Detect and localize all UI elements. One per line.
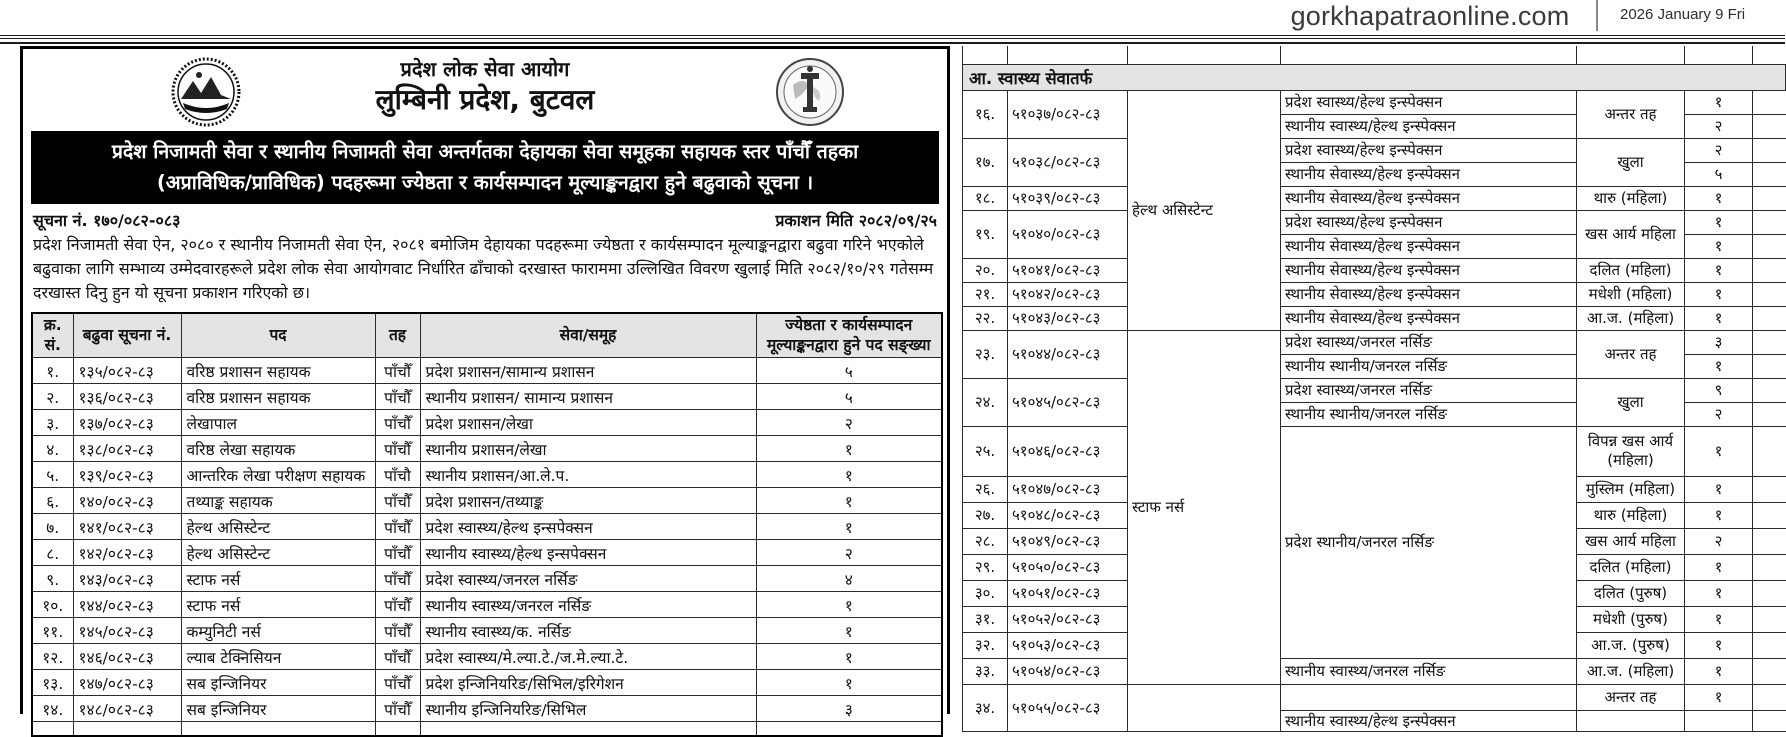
cell-cnt: १ <box>1685 90 1753 114</box>
cell-sn: ३३. <box>963 658 1008 684</box>
table-cell: पाँचौँ <box>375 488 420 514</box>
cell-sn: ३१. <box>963 606 1008 632</box>
cell-cut <box>1753 426 1786 476</box>
cell-cnt: १ <box>1685 606 1753 632</box>
table-cell: पाँचौँ <box>375 540 420 566</box>
cell-cut <box>1753 258 1786 282</box>
table-cell: स्थानीय स्वास्थ्य/क. नर्सिङ <box>420 618 756 644</box>
table-cell: वरिष्ठ लेखा सहायक <box>181 436 375 462</box>
cell-srv: स्थानीय सेवास्थ्य/हेल्थ इन्स्पेक्सन <box>1281 282 1577 306</box>
table-cell: ४ <box>756 566 942 592</box>
health-table-row <box>963 330 1786 354</box>
cell-cut <box>1753 684 1786 710</box>
promotion-table <box>31 312 943 736</box>
table-cell: प्रदेश प्रशासन/लेखा <box>420 410 756 436</box>
cell-cut <box>1753 554 1786 580</box>
cell-cnt: १ <box>1685 210 1753 234</box>
table-cell <box>963 46 1008 64</box>
table-cell: १४८/०८२-८३ <box>73 696 181 722</box>
cell-cat: अन्तर तह <box>1577 90 1685 138</box>
table-cell <box>756 722 942 736</box>
cell-cat: थारु (महिला) <box>1577 502 1685 528</box>
cell-srv: स्थानीय सेवास्थ्य/हेल्थ इन्स्पेक्सन <box>1281 234 1577 258</box>
cell-no: ५१०४२/०८२-८३ <box>1008 282 1128 306</box>
table-cell: ६. <box>32 488 73 514</box>
promotion-table-row <box>32 436 942 462</box>
table-cell: पाँचौँ <box>375 696 420 722</box>
table-cell <box>1685 46 1753 64</box>
cell-no: ५१०५५/०८२-८३ <box>1008 684 1128 732</box>
cell-cnt: १ <box>1685 684 1753 710</box>
table-cell <box>32 722 73 736</box>
promotion-table-row <box>32 384 942 410</box>
health-table-row <box>963 306 1786 330</box>
table-cell: पाँचौँ <box>375 618 420 644</box>
health-table-row <box>963 258 1786 282</box>
cell-cut <box>1753 162 1786 186</box>
cell-sn: २३. <box>963 330 1008 378</box>
table-cell: १३५/०८२-८३ <box>73 358 181 384</box>
col-header-service: सेवा/समूह <box>420 313 756 357</box>
promotion-table-row <box>32 618 942 644</box>
cell-cat: अन्तर तह <box>1577 330 1685 378</box>
cell-no: ५१०३७/०८२-८३ <box>1008 90 1128 138</box>
cell-cat: थारु (महिला) <box>1577 186 1685 210</box>
cell-cut <box>1753 138 1786 162</box>
promotion-table-row <box>32 670 942 696</box>
cell-cut <box>1753 378 1786 402</box>
col-header-post: पद <box>181 313 375 357</box>
cell-srv <box>1281 684 1577 710</box>
table-cell <box>375 722 420 736</box>
cell-cnt: ३ <box>1685 330 1753 354</box>
cell-cnt: १ <box>1685 354 1753 378</box>
table-cell: पाँचौँ <box>375 514 420 540</box>
notice-body-paragraph: प्रदेश निजामती सेवा ऐन, २०८० र स्थानीय निजामती सेवा ऐन, २०८१ बमोजिम देहायका पदहरूमा ज्येष्ठता र कार्यसम्पादन मूल्याङ्कनद्वारा बढुवा गरिने भएकोले बढुवाका लागि सम्भाव्य उम्मेदवारहरूले प्रदेश लोक सेवा आयोगवाट निर्धारित ढाँचाको दरखास्त फाराममा उल्लिखित विवरण खुलाई मिति २०८२/१०/२९ गतेसम्म दरखास्त दिनु हुन यो सूचना प्रकाशन गरिएको छ। <box>33 235 934 303</box>
table-cell: १४७/०८२-८३ <box>73 670 181 696</box>
cell-cat: खुला <box>1577 378 1685 426</box>
cell-cat: आ.ज. (पुरुष) <box>1577 632 1685 658</box>
clipped-bottom-row <box>32 722 942 736</box>
table-cell: १३. <box>32 670 73 696</box>
cell-cnt: १ <box>1685 426 1753 476</box>
table-cell: स्थानीय स्वास्थ्य/जनरल नर्सिङ <box>420 592 756 618</box>
cell-no: ५१०४८/०८२-८३ <box>1008 502 1128 528</box>
cell-sn: २०. <box>963 258 1008 282</box>
cell-srv: स्थानीय सेवास्थ्य/हेल्थ इन्स्पेक्सन <box>1281 258 1577 282</box>
table-cell: स्थानीय स्वास्थ्य/हेल्थ इन्सपेक्सन <box>420 540 756 566</box>
table-cell: प्रदेश प्रशासन/तथ्याङ्क <box>420 488 756 514</box>
site-name: gorkhapatraonline.com <box>1290 1 1570 31</box>
table-cell: १४३/०८२-८३ <box>73 566 181 592</box>
health-table-row <box>963 658 1786 684</box>
cell-cnt: १ <box>1685 476 1753 502</box>
cell-srv: स्थानीय स्वास्थ्य/हेल्थ इन्स्पेक्सन <box>1281 114 1577 138</box>
table-cell: १ <box>756 670 942 696</box>
table-cell: सब इन्जिनियर <box>181 670 375 696</box>
cell-cnt: २ <box>1685 114 1753 138</box>
table-cell: हेल्थ असिस्टेन्ट <box>181 514 375 540</box>
table-cell: प्रदेश स्वास्थ्य/मे.ल्या.टे./ज.मे.ल्या.टे. <box>420 644 756 670</box>
promotion-table-row <box>32 410 942 436</box>
notice-title-banner <box>31 131 939 204</box>
table-cell: ५. <box>32 462 73 488</box>
cell-cut <box>1753 476 1786 502</box>
cell-cnt: १ <box>1685 258 1753 282</box>
table-cell: स्थानीय प्रशासन/ सामान्य प्रशासन <box>420 384 756 410</box>
cell-no: ५१०५१/०८२-८३ <box>1008 580 1128 606</box>
cell-sn: २७. <box>963 502 1008 528</box>
banner-line-1: प्रदेश निजामती सेवा र स्थानीय निजामती सेवा अन्तर्गतका देहायका सेवा समूहका सहायक स्तर पाँचौँ तहका <box>111 140 859 163</box>
cell-no: ५१०४१/०८२-८३ <box>1008 258 1128 282</box>
notice-number: सूचना नं. १७०/०८२-०८३ <box>33 211 181 231</box>
cell-cut <box>1753 114 1786 138</box>
table-cell: १४१/०८२-८३ <box>73 514 181 540</box>
promotion-table-row <box>32 592 942 618</box>
cell-cat: दलित (महिला) <box>1577 554 1685 580</box>
cell-cat: खुला <box>1577 138 1685 186</box>
cell-sn: ३४. <box>963 684 1008 732</box>
cell-cat <box>1577 710 1685 732</box>
table-cell <box>1008 46 1128 64</box>
table-cell: १३६/०८२-८३ <box>73 384 181 410</box>
table-cell: पाँचौँ <box>375 644 420 670</box>
cell-srv: स्थानीय सेवास्थ्य/हेल्थ इन्स्पेक्सन <box>1281 162 1577 186</box>
table-cell: १४५/०८२-८३ <box>73 618 181 644</box>
table-cell: लेखापाल <box>181 410 375 436</box>
cell-cut <box>1753 282 1786 306</box>
masthead-divider <box>1596 0 1598 31</box>
table-cell: १४४/०८२-८३ <box>73 592 181 618</box>
health-section <box>962 46 1785 730</box>
cell-cnt: १ <box>1685 306 1753 330</box>
table-cell: ८. <box>32 540 73 566</box>
cell-no: ५१०५३/०८२-८३ <box>1008 632 1128 658</box>
cell-cut <box>1753 402 1786 426</box>
table-cell: पाँचौँ <box>375 592 420 618</box>
health-table-row <box>963 210 1786 234</box>
cell-srv: स्थानीय सेवास्थ्य/हेल्थ इन्स्पेक्सन <box>1281 306 1577 330</box>
cell-cut <box>1753 210 1786 234</box>
cell-cnt: १ <box>1685 186 1753 210</box>
table-cell: ११. <box>32 618 73 644</box>
health-table-row <box>963 90 1786 114</box>
cell-cat: आ.ज. (महिला) <box>1577 306 1685 330</box>
table-cell: हेल्थ असिस्टेन्ट <box>181 540 375 566</box>
cell-cut <box>1753 580 1786 606</box>
table-cell: ५ <box>756 384 942 410</box>
table-cell: पाँचौँ <box>375 436 420 462</box>
cell-cat: मधेशी (महिला) <box>1577 282 1685 306</box>
promotion-table-header-row <box>32 313 942 357</box>
table-cell: स्थानीय प्रशासन/आ.ले.प. <box>420 462 756 488</box>
cell-cnt: १ <box>1685 554 1753 580</box>
health-table-row <box>963 684 1786 710</box>
table-cell: ७. <box>32 514 73 540</box>
org-name: प्रदेश लोक सेवा आयोग <box>400 57 570 81</box>
cell-sn: २८. <box>963 528 1008 554</box>
masthead-date: 2026 January 9 Fri <box>1620 6 1746 23</box>
table-cell: २ <box>756 540 942 566</box>
cell-cut <box>1753 606 1786 632</box>
table-cell: ५ <box>756 358 942 384</box>
table-cell: १ <box>756 462 942 488</box>
cell-cat: खस आर्य महिला <box>1577 528 1685 554</box>
cell-no: ५१०३९/०८२-८३ <box>1008 186 1128 210</box>
cell-sn: १६. <box>963 90 1008 138</box>
table-cell: १३७/०८२-८३ <box>73 410 181 436</box>
cell-srv: प्रदेश स्वास्थ्य/हेल्थ इन्स्पेक्सन <box>1281 90 1577 114</box>
table-cell: कम्युनिटी नर्स <box>181 618 375 644</box>
cell-cnt: १ <box>1685 658 1753 684</box>
health-table-row <box>963 282 1786 306</box>
cell-cat: मधेशी (पुरुष) <box>1577 606 1685 632</box>
horizontal-rule <box>0 35 1785 36</box>
promotion-table-row <box>32 358 942 384</box>
cell-srv: स्थानीय स्वास्थ्य/हेल्थ इन्स्पेक्सन <box>1281 710 1577 732</box>
promotion-table-row <box>32 540 942 566</box>
commission-seal-icon <box>773 55 847 129</box>
cell-sn: ३२. <box>963 632 1008 658</box>
cell-no: ५१०४४/०८२-८३ <box>1008 330 1128 378</box>
section-title: आ. स्वास्थ्य सेवातर्फ <box>963 64 1786 90</box>
cell-cut <box>1753 90 1786 114</box>
health-table-row <box>963 186 1786 210</box>
table-cell: १ <box>756 618 942 644</box>
cell-cut <box>1753 658 1786 684</box>
notice-box <box>20 46 950 719</box>
masthead <box>0 0 1785 35</box>
cell-sn: २४. <box>963 378 1008 426</box>
table-cell: २. <box>32 384 73 410</box>
table-cell: ४. <box>32 436 73 462</box>
cell-sn: १९. <box>963 210 1008 258</box>
cell-cut <box>1753 234 1786 258</box>
table-cell: १ <box>756 436 942 462</box>
table-cell: स्थानीय इन्जिनियरिङ/सिभिल <box>420 696 756 722</box>
clipped-top-row <box>963 46 1786 64</box>
cell-srv: स्थानीय स्वास्थ्य/जनरल नर्सिङ <box>1281 658 1577 684</box>
table-cell: १३८/०८२-८३ <box>73 436 181 462</box>
cell-cat: आ.ज. (महिला) <box>1577 658 1685 684</box>
horizontal-rule <box>0 42 1785 44</box>
cell-cat: मुस्लिम (महिला) <box>1577 476 1685 502</box>
cell-cnt: २ <box>1685 528 1753 554</box>
cell-sn: १७. <box>963 138 1008 186</box>
cell-cat: विपन्न खस आर्य (महिला) <box>1577 426 1685 476</box>
table-cell: १ <box>756 488 942 514</box>
cell-cnt: १ <box>1685 632 1753 658</box>
table-cell: तथ्याङ्क सहायक <box>181 488 375 514</box>
table-cell: १३९/०८२-८३ <box>73 462 181 488</box>
health-table-row <box>963 426 1786 476</box>
cell-srv: प्रदेश स्वास्थ्य/जनरल नर्सिङ <box>1281 330 1577 354</box>
cell-no: ५१०५२/०८२-८३ <box>1008 606 1128 632</box>
cell-cnt: १ <box>1685 502 1753 528</box>
table-cell: १ <box>756 514 942 540</box>
promotion-table-row <box>32 696 942 722</box>
org-location: लुम्बिनी प्रदेश, बुटवल <box>375 83 595 116</box>
table-cell: स्थानीय प्रशासन/लेखा <box>420 436 756 462</box>
cell-cnt: ९ <box>1685 378 1753 402</box>
cell-cut <box>1753 710 1786 732</box>
promotion-table-row <box>32 488 942 514</box>
table-cell: १०. <box>32 592 73 618</box>
promotion-table-row <box>32 644 942 670</box>
banner-line-2: (अप्राविधिक/प्राविधिक) पदहरूमा ज्येष्ठता र कार्यसम्पादन मूल्याङ्कनद्वारा हुने बढुवाको सूचना । <box>156 171 814 195</box>
table-cell <box>1281 46 1577 64</box>
table-cell: प्रदेश स्वास्थ्य/जनरल नर्सिङ <box>420 566 756 592</box>
cell-cut <box>1753 632 1786 658</box>
cell-cnt: ५ <box>1685 162 1753 186</box>
cell-sn: २२. <box>963 306 1008 330</box>
cell-no: ५१०४६/०८२-८३ <box>1008 426 1128 476</box>
cell-sn: २१. <box>963 282 1008 306</box>
health-table <box>962 46 1786 732</box>
promotion-table-row <box>32 462 942 488</box>
cell-cut <box>1753 306 1786 330</box>
cell-srv: प्रदेश स्वास्थ्य/हेल्थ इन्स्पेक्सन <box>1281 138 1577 162</box>
promotion-table-row <box>32 566 942 592</box>
cell-srv: स्थानीय स्थानीय/जनरल नर्सिङ <box>1281 354 1577 378</box>
table-cell: १ <box>756 644 942 670</box>
table-cell: पाँचौँ <box>375 410 420 436</box>
table-cell: स्टाफ नर्स <box>181 592 375 618</box>
cell-post: स्टाफ नर्स <box>1128 330 1281 684</box>
cell-no: ५१०४३/०८२-८३ <box>1008 306 1128 330</box>
table-cell: २ <box>756 410 942 436</box>
table-cell: १४६/०८२-८३ <box>73 644 181 670</box>
table-cell: १४०/०८२-८३ <box>73 488 181 514</box>
health-table-row <box>963 138 1786 162</box>
col-header-notice-no: बढुवा सूचना नं. <box>73 313 181 357</box>
cell-srv: स्थानीय सेवास्थ्य/हेल्थ इन्स्पेक्सन <box>1281 186 1577 210</box>
table-cell: पाँचौँ <box>375 358 420 384</box>
table-cell: पाँचौँ <box>375 670 420 696</box>
cell-sn: ३०. <box>963 580 1008 606</box>
table-cell: वरिष्ठ प्रशासन सहायक <box>181 358 375 384</box>
cell-cat: दलित (पुरुष) <box>1577 580 1685 606</box>
org-header <box>31 51 939 131</box>
cell-no: ५१०४५/०८२-८३ <box>1008 378 1128 426</box>
promotion-table-row <box>32 514 942 540</box>
col-header-count: ज्येष्ठता र कार्यसम्पादन मूल्याङ्कनद्वारा हुने पद सङ्ख्या <box>756 313 942 357</box>
table-cell: पाँचौँ <box>375 384 420 410</box>
cell-cnt: २ <box>1685 138 1753 162</box>
table-cell <box>1753 46 1786 64</box>
table-cell: प्रदेश इन्जिनियरिङ/सिभिल/इरिगेशन <box>420 670 756 696</box>
table-cell <box>1128 46 1281 64</box>
table-cell <box>420 722 756 736</box>
table-cell <box>73 722 181 736</box>
table-cell: १ <box>756 592 942 618</box>
cell-sn: १८. <box>963 186 1008 210</box>
cell-sn: २५. <box>963 426 1008 476</box>
table-cell: स्टाफ नर्स <box>181 566 375 592</box>
cell-post <box>1128 684 1281 732</box>
notice-meta <box>33 209 937 231</box>
cell-no: ५१०५०/०८२-८३ <box>1008 554 1128 580</box>
cell-cut <box>1753 186 1786 210</box>
table-cell <box>181 722 375 736</box>
cell-cat: खस आर्य महिला <box>1577 210 1685 258</box>
cell-cut <box>1753 330 1786 354</box>
table-cell: ३ <box>756 696 942 722</box>
cell-sn: २९. <box>963 554 1008 580</box>
cell-no: ५१०४९/०८२-८३ <box>1008 528 1128 554</box>
table-cell: पाँचौँ <box>375 566 420 592</box>
table-cell: ३. <box>32 410 73 436</box>
cell-post: हेल्थ असिस्टेन्ट <box>1128 90 1281 330</box>
cell-sn: २६. <box>963 476 1008 502</box>
cell-srv: प्रदेश स्थानीय/जनरल नर्सिङ <box>1281 426 1577 658</box>
cell-cut <box>1753 354 1786 378</box>
horizontal-rule <box>0 38 1785 39</box>
section-header-row <box>963 64 1786 90</box>
cell-cnt: १ <box>1685 580 1753 606</box>
cell-srv: प्रदेश स्वास्थ्य/जनरल नर्सिङ <box>1281 378 1577 402</box>
table-cell: पाँचौ <box>375 462 420 488</box>
cell-no: ५१०५४/०८२-८३ <box>1008 658 1128 684</box>
col-header-sn: क्र. सं. <box>32 313 73 357</box>
cell-cnt: २ <box>1685 402 1753 426</box>
table-cell: ९. <box>32 566 73 592</box>
table-cell: प्रदेश स्वास्थ्य/हेल्थ इन्सपेक्सन <box>420 514 756 540</box>
col-header-level: तह <box>375 313 420 357</box>
cell-cnt: १ <box>1685 282 1753 306</box>
table-cell: प्रदेश प्रशासन/सामान्य प्रशासन <box>420 358 756 384</box>
table-cell: १२. <box>32 644 73 670</box>
cell-cnt: १ <box>1685 234 1753 258</box>
table-cell <box>1577 46 1685 64</box>
cell-no: ५१०३८/०८२-८३ <box>1008 138 1128 186</box>
publish-date: प्रकाशन मिति २०८२/०९/२५ <box>775 211 937 231</box>
cell-srv: स्थानीय स्थानीय/जनरल नर्सिङ <box>1281 402 1577 426</box>
cell-cat: दलित (महिला) <box>1577 258 1685 282</box>
cell-no: ५१०४७/०८२-८३ <box>1008 476 1128 502</box>
cell-cat: अन्तर तह <box>1577 684 1685 710</box>
cell-cut <box>1753 528 1786 554</box>
cell-no: ५१०४०/०८२-८३ <box>1008 210 1128 258</box>
cell-cnt <box>1685 710 1753 732</box>
table-cell: ल्याब टेक्निसियन <box>181 644 375 670</box>
table-cell: १४. <box>32 696 73 722</box>
health-table-row <box>963 378 1786 402</box>
cell-srv: प्रदेश स्वास्थ्य/हेल्थ इन्स्पेक्सन <box>1281 210 1577 234</box>
table-cell: आन्तरिक लेखा परीक्षण सहायक <box>181 462 375 488</box>
cell-cut <box>1753 502 1786 528</box>
table-cell: १४२/०८२-८३ <box>73 540 181 566</box>
table-cell: सब इन्जिनियर <box>181 696 375 722</box>
table-cell: वरिष्ठ प्रशासन सहायक <box>181 384 375 410</box>
table-cell: १. <box>32 358 73 384</box>
